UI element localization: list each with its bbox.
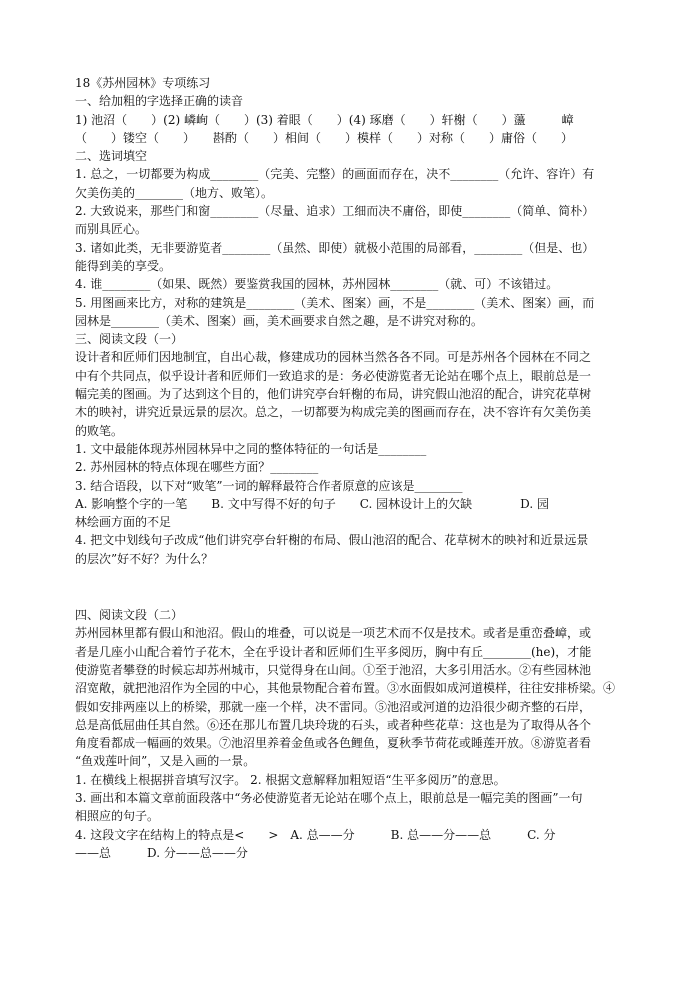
part2-q1-line-2: 欠美伤美的________（地方、败笔）。 (75, 185, 274, 200)
part1-heading: 一、给加粗的字选择正确的读音 (75, 94, 244, 109)
part2-q2-line-2: 而别具匠心。 (75, 222, 148, 237)
worksheet-title: 18《苏州园林》专项练习 (75, 76, 211, 90)
part3-q3-options: A. 影响整个字的一笔 B. 文中写得不好的句子 C. 园林设计上的欠缺 D. 园 (75, 496, 549, 511)
part3-q1: 1. 文中最能体现苏州园林异中之同的整体特征的一句话是________ (75, 441, 427, 456)
part1-line-2: （ ）镂空（ ） 斟酌（ ）相间（ ）模样（ ）对称（ ）庸俗（ ） (75, 130, 574, 145)
part3-q4-line-2: 的层次”好不好？为什么？ (75, 551, 214, 566)
part3-q4-line-1: 4. 把文中划线句子改成“他们讲究亭台轩榭的布局、假山池沼的配合、花草树木的映衬和近景远景 (75, 533, 589, 548)
part2-q3-line-1: 3. 诸如此类，无非要游览者________（虽然、即使）就极小范围的局部看，________（但是、也） (75, 240, 595, 255)
part4-passage-line-1: 苏州园林里都有假山和池沼。假山的堆叠，可以说是一项艺术而不仅是技术。或者是重峦叠嶂，或 (75, 626, 592, 641)
part3-q3-line-1: 3. 结合语段，以下对“败笔”一词的解释最符合作者原意的应该是________ (75, 478, 463, 493)
part2-q4: 4. 谁________（如果、既然）要鉴赏我国的园林，苏州园林________（就、可）不该错过。 (75, 277, 559, 292)
part1-line-1: 1) 池沼（ ）(2) 嶙峋（ ）(3) 着眼（ ）(4) 琢磨（ ）轩榭（ ）蘯 嶂 (75, 112, 574, 127)
part4-q4-line-1: 4. 这段文字在结构上的特点是< > A. 总——分 B. 总——分——总 C. 分 (75, 827, 556, 842)
part2-q2-line-1: 2. 大致说来，那些门和窗________（尽量、追求）工细而决不庸俗，即使________（简单、简朴） (75, 204, 595, 219)
part4-passage-line-8: “鱼戏莲叶间”，又是入画的一景。 (75, 754, 256, 769)
part4-passage-line-2: 者是几座小山配合着竹子花木，全在乎设计者和匠师们生平多阅历，胸中有丘________(he)，才能 (75, 644, 592, 659)
part4-q3-line-1: 3. 画出和本篇文章前面段落中“务必使游览者无论站在哪个点上，眼前总是一幅完美的图画”一句 (75, 790, 583, 805)
part3-passage-line-5: 的败笔。 (75, 423, 124, 438)
part4-q3-line-2: 相照应的句子。 (75, 809, 160, 824)
part4-q1-q2: 1. 在横线上根据拼音填写汉字。 2. 根据文意解释加粗短语“生平多阅历”的意思。 (75, 772, 506, 787)
part4-passage-line-5: 假如安排两座以上的桥梁，那就一座一个样，决不雷同。⑤池沼或河道的边沿很少砌齐整的石岸， (75, 699, 592, 714)
part4-passage-line-6: 总是高低屈曲任其自然。⑥还在那儿布置几块玲珑的石头，或者种些花草：这也是为了取得从各个 (75, 717, 592, 732)
part3-passage-line-4: 木的映衬，讲究近景远景的层次。总之，一切都要为构成完美的图画而存在，决不容许有欠美伤美 (75, 405, 592, 420)
part3-passage-line-2: 中有个共同点，似乎设计者和匠师们一致追求的是：务必使游览者无论站在哪个点上，眼前总是一 (75, 368, 592, 383)
part3-q3-options-cont: 林绘画方面的不足 (75, 515, 172, 530)
part3-passage-line-1: 设计者和匠师们因地制宜，自出心裁，修建成功的园林当然各各不同。可是苏州各个园林在不同之 (75, 350, 592, 365)
part2-q1-line-1: 1. 总之，一切都要为构成________（完美、完整）的画面而存在，决不________（允许、容许）有 (75, 167, 595, 182)
part4-q4-line-2: ——总 D. 分——总——分 (75, 845, 248, 860)
part3-heading: 三、阅读文段（一） (75, 332, 184, 347)
part3-passage-line-3: 幅完美的图画。为了达到这个目的，他们讲究亭台轩榭的布局，讲究假山池沼的配合，讲究花草树 (75, 387, 592, 402)
part3-q2: 2. 苏州园林的特点体现在哪些方面？________ (75, 460, 319, 475)
part4-passage-line-7: 角度看都成一幅画的效果。⑦池沼里养着金鱼或各色鲤鱼，夏秋季节荷花或睡莲开放。⑧游览者看 (75, 736, 592, 751)
part4-passage-line-4: 沼宽敞，就把池沼作为全园的中心，其他景物配合着布置。③水面假如成河道模样，往往安排桥梁。④ (75, 681, 616, 696)
part4-heading: 四、阅读文段（二） (75, 608, 184, 623)
part2-heading: 二、选词填空 (75, 149, 148, 164)
part2-q5-line-1: 5. 用图画来比方，对称的建筑是________（美术、图案）画，不是________（美术、图案）画，而 (75, 295, 595, 310)
part2-q3-line-2: 能得到美的享受。 (75, 258, 172, 273)
answer-space (75, 568, 636, 606)
part4-passage-line-3: 使游览者攀登的时候忘却苏州城市，只觉得身在山间。①至于池沼，大多引用活水。②有些园林池 (75, 662, 592, 677)
part2-q5-line-2: 园林是________（美术、图案）画，美术画要求自然之趣，是不讲究对称的。 (75, 313, 484, 328)
